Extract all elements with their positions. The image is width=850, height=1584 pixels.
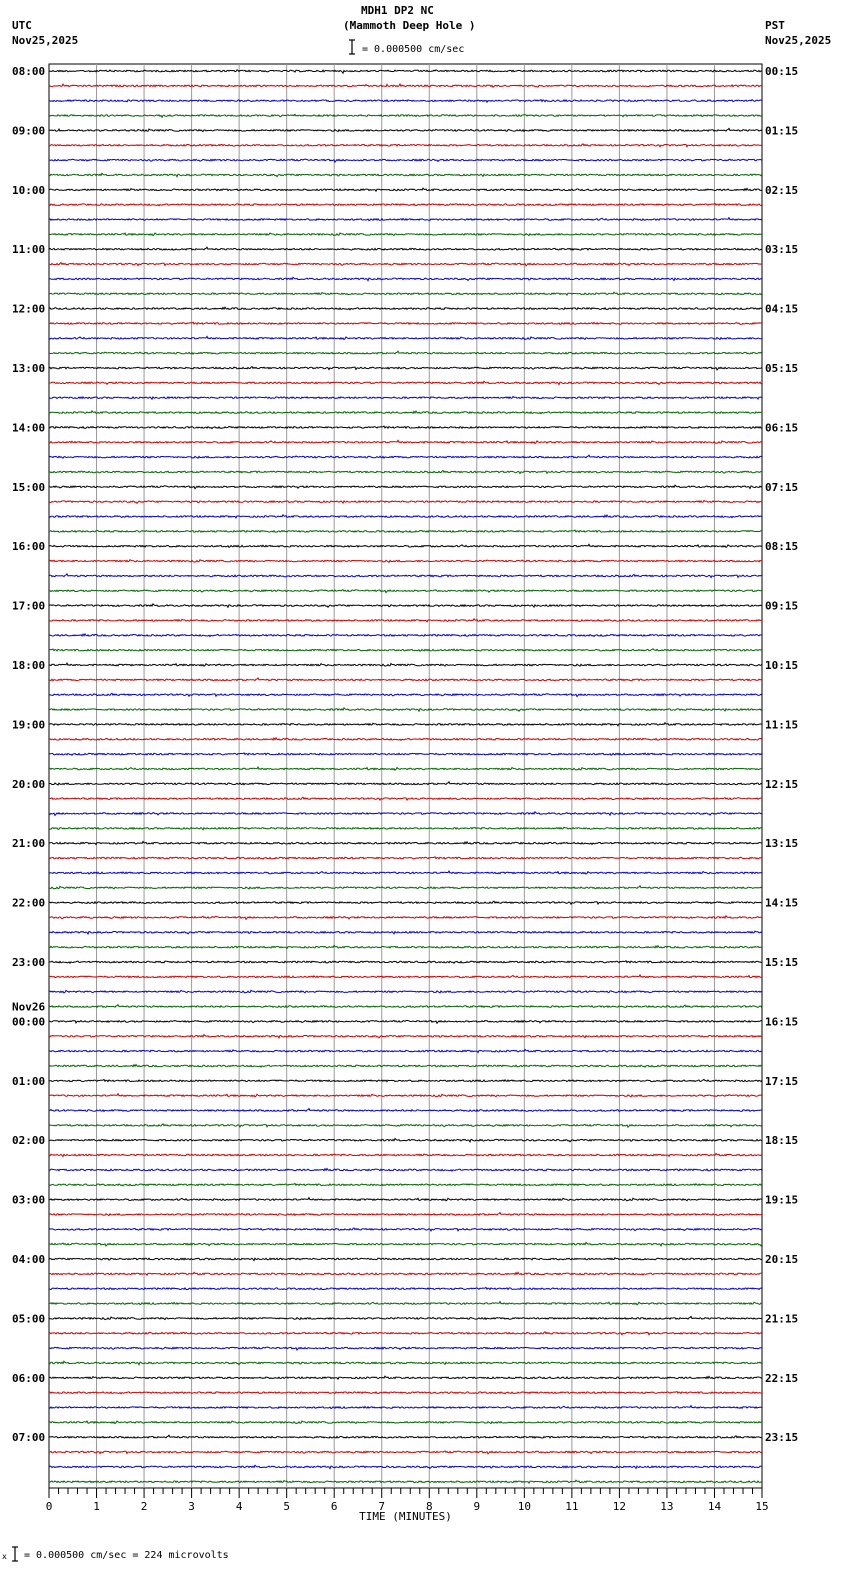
seismic-trace-44 xyxy=(49,708,762,711)
seismic-trace-13 xyxy=(49,247,762,250)
pst-hour-label: 00:15 xyxy=(765,65,799,78)
left-date: Nov25,2025 xyxy=(12,34,79,47)
utc-hour-label: 20:00 xyxy=(12,777,46,791)
seismic-trace-67 xyxy=(49,1049,762,1052)
pst-hour-label: 20:15 xyxy=(765,1253,799,1266)
seismic-trace-5 xyxy=(49,128,762,131)
pst-hour-label: 10:15 xyxy=(765,659,799,672)
seismic-trace-82 xyxy=(49,1272,762,1275)
seismic-trace-8 xyxy=(49,173,762,176)
seismic-trace-51 xyxy=(49,812,762,816)
station-title: MDH1 DP2 NC xyxy=(361,4,434,17)
pst-hour-label: 16:15 xyxy=(765,1015,799,1029)
x-tick-label: 9 xyxy=(473,1500,481,1513)
utc-hour-label: 09:00 xyxy=(12,124,46,138)
seismic-trace-22 xyxy=(49,381,762,384)
seismic-trace-64 xyxy=(49,1005,762,1009)
pst-hour-label: 01:15 xyxy=(765,124,799,138)
seismic-trace-74 xyxy=(49,1153,762,1156)
seismic-trace-16 xyxy=(49,292,762,295)
seismic-trace-92 xyxy=(49,1421,762,1424)
seismic-trace-83 xyxy=(49,1287,762,1290)
utc-hour-label: 13:00 xyxy=(12,362,46,375)
seismic-trace-63 xyxy=(49,990,762,993)
seismic-trace-76 xyxy=(49,1184,762,1186)
seismic-trace-39 xyxy=(49,634,762,637)
seismic-trace-43 xyxy=(49,693,762,696)
seismic-trace-89 xyxy=(49,1376,762,1379)
seismic-trace-21 xyxy=(49,367,762,370)
x-tick-label: 2 xyxy=(140,1500,148,1513)
seismic-trace-52 xyxy=(49,827,762,830)
seismic-trace-38 xyxy=(49,619,762,622)
x-axis-title: TIME (MINUTES) xyxy=(359,1510,452,1523)
seismic-trace-71 xyxy=(49,1109,762,1112)
x-axis-ticks xyxy=(49,1488,762,1498)
seismic-trace-29 xyxy=(49,485,762,489)
seismic-trace-42 xyxy=(49,678,762,681)
seismic-trace-69 xyxy=(49,1080,762,1082)
utc-hour-label: 18:00 xyxy=(12,659,46,672)
seismic-trace-1 xyxy=(49,70,762,73)
pst-hour-label: 03:15 xyxy=(765,243,799,257)
x-tick-label: 7 xyxy=(378,1500,386,1513)
seismic-trace-34 xyxy=(49,560,762,563)
seismic-trace-53 xyxy=(49,842,762,845)
location-subtitle: (Mammoth Deep Hole ) xyxy=(343,19,476,32)
x-tick-label: 3 xyxy=(188,1500,195,1513)
x-tick-label: 4 xyxy=(235,1500,243,1513)
seismic-trace-65 xyxy=(49,1020,762,1023)
x-tick-label: 6 xyxy=(330,1500,338,1513)
seismic-trace-32 xyxy=(49,530,762,532)
seismic-trace-75 xyxy=(49,1169,762,1172)
scale-label: = 0.000500 cm/sec xyxy=(362,44,465,55)
seismic-trace-70 xyxy=(49,1094,762,1097)
utc-hour-label: 17:00 xyxy=(12,599,46,613)
utc-hour-label: 14:00 xyxy=(12,421,46,435)
seismic-trace-57 xyxy=(49,901,762,904)
seismic-trace-49 xyxy=(49,782,762,785)
seismic-trace-73 xyxy=(49,1139,762,1142)
pst-hour-label: 08:15 xyxy=(765,540,799,554)
utc-hour-label: 12:00 xyxy=(12,302,46,316)
pst-hour-label: 15:15 xyxy=(765,956,799,969)
seismic-trace-26 xyxy=(49,440,762,443)
seismic-trace-7 xyxy=(49,159,762,162)
seismic-traces xyxy=(49,70,762,1483)
seismic-trace-84 xyxy=(49,1302,762,1305)
seismic-trace-90 xyxy=(49,1391,762,1393)
seismic-trace-86 xyxy=(49,1332,762,1335)
seismic-trace-30 xyxy=(49,501,762,504)
seismic-trace-60 xyxy=(49,946,762,949)
seismic-trace-9 xyxy=(49,188,762,191)
x-tick-label: 13 xyxy=(660,1500,674,1513)
seismic-trace-78 xyxy=(49,1213,762,1216)
footer-scale-label: = 0.000500 cm/sec = 224 microvolts xyxy=(24,1550,229,1561)
seismic-trace-62 xyxy=(49,975,762,978)
seismic-trace-35 xyxy=(49,574,762,578)
utc-hour-label: 00:00 xyxy=(12,1015,46,1029)
utc-hour-label: 23:00 xyxy=(12,956,46,969)
seismic-trace-48 xyxy=(49,767,762,770)
seismic-trace-37 xyxy=(49,604,762,607)
seismic-trace-19 xyxy=(49,336,762,339)
seismic-trace-56 xyxy=(49,886,762,889)
seismic-trace-12 xyxy=(49,233,762,236)
pst-hour-label: 14:15 xyxy=(765,896,799,910)
seismic-trace-47 xyxy=(49,753,762,756)
pst-hour-label: 06:15 xyxy=(765,421,799,435)
seismic-trace-93 xyxy=(49,1435,762,1438)
utc-hour-label: 04:00 xyxy=(12,1253,46,1266)
seismic-trace-45 xyxy=(49,723,762,726)
seismic-trace-61 xyxy=(49,961,762,964)
utc-hour-label: 15:00 xyxy=(12,480,46,494)
pst-hour-label: 22:15 xyxy=(765,1371,799,1385)
pst-hour-label: 12:15 xyxy=(765,777,799,791)
x-tick-label: 15 xyxy=(755,1500,769,1513)
right-timezone: PST xyxy=(765,19,785,32)
utc-hour-label: 10:00 xyxy=(12,183,46,197)
seismic-trace-23 xyxy=(49,397,762,400)
seismic-trace-20 xyxy=(49,351,762,354)
seismic-trace-96 xyxy=(49,1480,762,1483)
pst-hour-label: 09:15 xyxy=(765,599,799,613)
pst-hour-label: 21:15 xyxy=(765,1312,799,1326)
pst-hour-label: 02:15 xyxy=(765,183,799,197)
seismic-trace-68 xyxy=(49,1065,762,1068)
x-tick-label: 14 xyxy=(707,1500,722,1513)
utc-hour-label: 19:00 xyxy=(12,718,46,732)
seismic-trace-87 xyxy=(49,1347,762,1350)
seismic-trace-66 xyxy=(49,1035,762,1038)
seismic-trace-11 xyxy=(49,218,762,221)
svg-text:x: x xyxy=(2,1552,7,1561)
left-timezone: UTC xyxy=(12,19,32,32)
pst-hour-label: 04:15 xyxy=(765,302,799,316)
x-tick-label: 10 xyxy=(517,1500,531,1513)
x-tick-label: 8 xyxy=(425,1500,433,1513)
seismic-trace-10 xyxy=(49,203,762,205)
pst-hour-label: 17:15 xyxy=(765,1074,799,1088)
seismic-trace-3 xyxy=(49,100,762,103)
seismic-trace-6 xyxy=(49,144,762,147)
seismic-trace-25 xyxy=(49,426,762,429)
seismic-trace-79 xyxy=(49,1228,762,1231)
utc-hour-label: 05:00 xyxy=(12,1312,46,1326)
x-tick-label: 5 xyxy=(283,1500,290,1513)
utc-hour-label: 03:00 xyxy=(12,1193,46,1207)
pst-hour-label: 13:15 xyxy=(765,837,799,851)
seismic-trace-85 xyxy=(49,1316,762,1319)
seismic-trace-81 xyxy=(49,1258,762,1261)
seismic-trace-24 xyxy=(49,411,762,414)
x-tick-label: 11 xyxy=(565,1500,579,1513)
x-tick-label: 12 xyxy=(612,1500,627,1513)
seismic-trace-91 xyxy=(49,1406,762,1409)
seismic-trace-80 xyxy=(49,1243,762,1247)
seismic-trace-55 xyxy=(49,871,762,874)
utc-hour-label: 11:00 xyxy=(12,243,46,257)
x-tick-label: 0 xyxy=(45,1500,53,1513)
seismic-trace-17 xyxy=(49,307,762,310)
seismic-trace-36 xyxy=(49,590,762,593)
utc-hour-label: 02:00 xyxy=(12,1134,46,1148)
utc-hour-label: 22:00 xyxy=(12,896,46,910)
seismic-trace-50 xyxy=(49,797,762,800)
utc-hour-label: 21:00 xyxy=(12,837,46,851)
x-tick-label: 1 xyxy=(93,1500,100,1513)
utc-hour-label: 08:00 xyxy=(12,65,46,78)
seismic-trace-95 xyxy=(49,1465,762,1468)
seismic-trace-2 xyxy=(49,84,762,87)
seismic-trace-33 xyxy=(49,544,762,547)
seismic-trace-15 xyxy=(49,277,762,280)
seismic-trace-59 xyxy=(49,931,762,934)
utc-hour-label: 16:00 xyxy=(12,540,46,554)
utc-hour-label: 07:00 xyxy=(12,1431,46,1445)
pst-hour-label: 23:15 xyxy=(765,1431,799,1445)
footer-scale-icon xyxy=(2,1545,20,1563)
seismic-trace-28 xyxy=(49,471,762,474)
utc-hour-label: 06:00 xyxy=(12,1371,46,1385)
axis-labels xyxy=(12,65,798,1523)
seismic-trace-94 xyxy=(49,1451,762,1454)
pst-hour-label: 11:15 xyxy=(765,718,799,732)
seismic-trace-41 xyxy=(49,663,762,666)
seismic-trace-54 xyxy=(49,857,762,859)
pst-hour-label: 05:15 xyxy=(765,362,799,375)
right-date: Nov25,2025 xyxy=(765,34,832,47)
pst-hour-label: 18:15 xyxy=(765,1134,799,1148)
pst-hour-label: 19:15 xyxy=(765,1193,799,1207)
seismic-trace-31 xyxy=(49,515,762,518)
seismic-trace-18 xyxy=(49,322,762,324)
utc-hour-label: 01:00 xyxy=(12,1074,46,1088)
seismic-trace-40 xyxy=(49,649,762,651)
seismic-trace-14 xyxy=(49,263,762,266)
pst-hour-label: 07:15 xyxy=(765,480,799,494)
seismic-trace-72 xyxy=(49,1124,762,1127)
seismic-trace-46 xyxy=(49,738,762,741)
seismic-trace-27 xyxy=(49,455,762,458)
seismic-trace-58 xyxy=(49,916,762,920)
seismic-trace-4 xyxy=(49,114,762,117)
seismic-trace-77 xyxy=(49,1198,762,1201)
seismic-trace-88 xyxy=(49,1361,762,1364)
date-change-label: Nov26 xyxy=(12,1000,46,1014)
